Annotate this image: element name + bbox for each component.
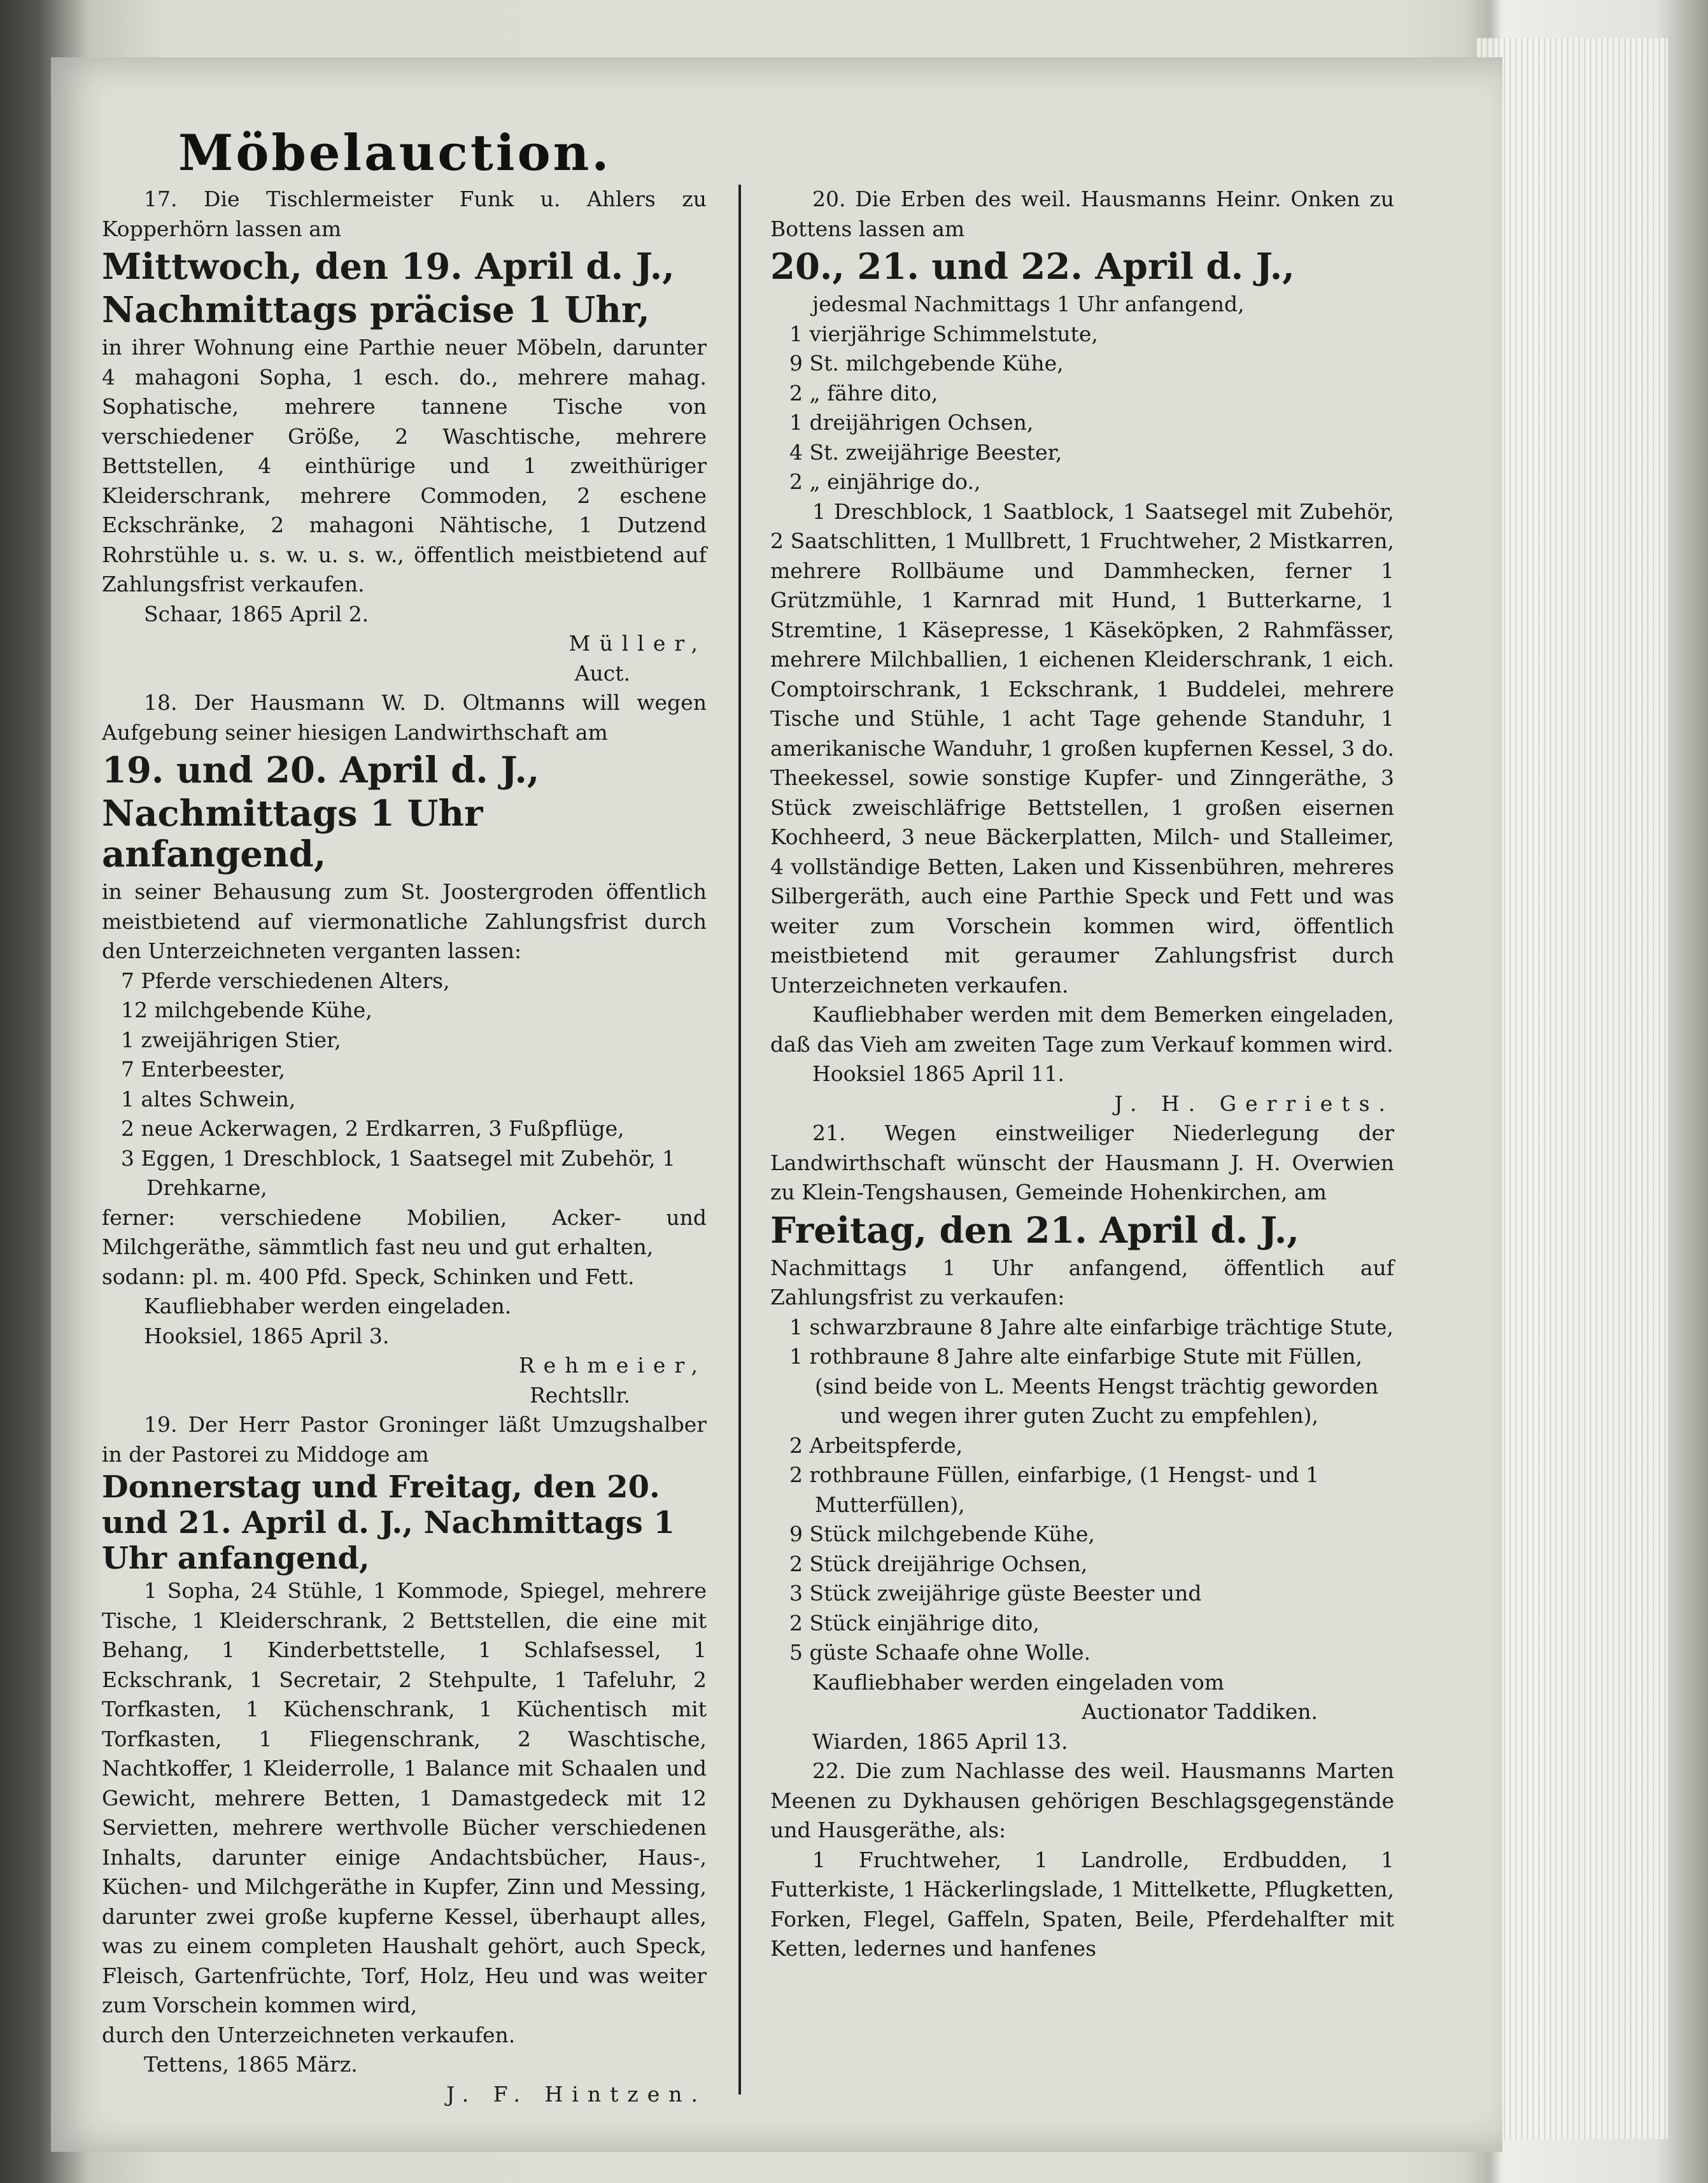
notice-intro: 21. Wegen einstweiliger Niederlegung der Landwirthschaft wünscht der Hausmann J. H. Overwien zu Klein-Tengshausen, Gemeinde Hohenkirchen, am — [770, 1120, 1394, 1205]
notice-date: Freitag, den 21. April d. J., — [770, 1209, 1299, 1252]
notice-signer: J. H. Gerriets. — [1114, 1091, 1394, 1116]
notice-note: Kaufliebhaber werden mit dem Bemerken eingeladen, daß das Vieh am zweiten Tage zum Verkauf kommen wird. — [770, 1002, 1394, 1057]
notice-signer-title: Auct. — [574, 660, 630, 686]
section-heading: Möbelauction. — [178, 124, 612, 182]
auction-notice-18 — [102, 688, 707, 1410]
list-item: 1 altes Schwein, — [121, 1086, 296, 1112]
notice-invite: Kaufliebhaber werden eingeladen. — [144, 1294, 512, 1318]
book-page-edges — [1477, 38, 1668, 2139]
notice-signer: Auctionator Taddiken. — [1082, 1699, 1318, 1724]
list-item: 3 Stück zweijährige güste Beester und — [789, 1581, 1202, 1606]
list-item: 2 Stück dreijährige Ochsen, — [789, 1551, 1088, 1576]
list-item: 1 dreijährigen Ochsen, — [789, 410, 1034, 435]
notice-intro: 19. Der Herr Pastor Groninger läßt Umzugshalber in der Pastorei zu Middoge am — [102, 1412, 707, 1467]
notice-intro: 20. Die Erben des weil. Hausmanns Heinr. Onken zu Bottens lassen am — [770, 187, 1394, 241]
list-item: 12 milchgebende Kühe, — [121, 998, 372, 1022]
newspaper-page — [51, 57, 1502, 2152]
list-item: 1 vierjährige Schimmelstute, — [789, 321, 1098, 346]
notice-date: Donnerstag und Freitag, den 20. und 21. April d. J., Nachmittags 1 Uhr anfangend, — [102, 1469, 675, 1576]
list-item: 1 rothbraune 8 Jahre alte einfarbige Stute mit Füllen, — [789, 1344, 1363, 1369]
notice-ferner: ferner: verschiedene Mobilien, Acker- und Milchgeräthe, sämmtlich fast neu und gut erhalten, — [102, 1205, 707, 1259]
notice-place-date: Tettens, 1865 März. — [144, 2052, 358, 2077]
notice-body: 1 Sopha, 24 Stühle, 1 Kommode, Spiegel, mehrere Tische, 1 Kleiderschrank, 2 Bettstellen, die eine mit Behang, 1 Kinderbettstelle, 1 Schlafsessel, 1 Eckschrank, 1 Secretair, 2 Stehpulte, 1 Tafeluhr, 2 Torfkasten, 1 Küchenschrank, 1 Küchentisch mit Torfkasten, 1 Fliegenschrank, 2 Waschtische, Nachtkoffer, 1 Kleiderrolle, 1 Balance mit Schaalen und Gewicht, mehrere Betten, 1 Damastgedeck mit 12 Servietten, mehrere werthvolle Bücher verschiedenen Inhalts, darunter einige Andachtsbücher, Haus-, Küchen- und Milchgeräthe in Kupfer, Zinn und Messing, darunter zwei große kupferne Kessel, überhaupt alles, was zu einem completen Haushalt gehört, auch Speck, Fleisch, Gartenfrüchte, Torf, Holz, Heu und was weiter zum Vorschein kommen wird, — [102, 1578, 707, 2017]
right-column — [770, 185, 1394, 1964]
list-item: 1 schwarzbraune 8 Jahre alte einfarbige trächtige Stute, — [789, 1314, 1394, 1339]
notice-signer: Müller, — [568, 631, 707, 656]
notice-intro: 22. Die zum Nachlasse des weil. Hausmanns Marten Meenen zu Dykhausen gehörigen Beschlagsgegenstände und Hausgeräthe, als: — [770, 1758, 1394, 1842]
list-item: 1 zweijährigen Stier, — [121, 1027, 341, 1052]
list-item: 9 Stück milchgebende Kühe, — [789, 1522, 1095, 1546]
notice-date: 20., 21. und 22. April d. J., — [770, 246, 1295, 288]
notice-body: in seiner Behausung zum St. Joostergroden öffentlich meistbietend auf viermonatliche Zahlungsfrist durch den Unterzeichneten verganten lassen: — [102, 879, 707, 963]
auction-notice-20 — [770, 185, 1394, 1119]
notice-sodann: sodann: pl. m. 400 Pfd. Speck, Schinken und Fett. — [102, 1264, 635, 1289]
notice-signer: J. F. Hintzen. — [446, 2081, 707, 2107]
notice-date: 19. und 20. April d. J., — [102, 749, 540, 791]
notice-signer-title: Rechtsllr. — [529, 1382, 630, 1408]
notice-body: 1 Fruchtweher, 1 Landrolle, Erdbudden, 1 Futterkiste, 1 Häckerlingslade, 1 Mittelkette, Pflugketten, Forken, Flegel, Gaffeln, Spaten, Beile, Pferdehalfter mit Ketten, ledernes und hanfenes — [770, 1847, 1394, 1961]
notice-intro: 17. Die Tischlermeister Funk u. Ahlers zu Kopperhörn lassen am — [102, 187, 707, 241]
list-item: 2 „ fähre dito, — [789, 380, 938, 406]
notice-invite: Kaufliebhaber werden eingeladen vom — [812, 1669, 1225, 1695]
list-item: 7 Enterbeester, — [121, 1057, 285, 1082]
notice-date: Mittwoch, den 19. April d. J., — [102, 246, 675, 288]
auction-notice-21 — [770, 1119, 1394, 1756]
list-item: 5 güste Schaafe ohne Wolle. — [789, 1640, 1091, 1665]
list-item: 9 St. milchgebende Kühe, — [789, 351, 1064, 376]
notice-place-date: Hooksiel, 1865 April 3. — [144, 1323, 390, 1348]
notice-body: 1 Dreschblock, 1 Saatblock, 1 Saatsegel mit Zubehör, 2 Saatschlitten, 1 Mullbrett, 1 Fruchtweher, 2 Mistkarren, mehrere Rollbäume und Dammhecken, ferner 1 Grützmühle, 1 Karnrad mit Hund, 1 Butterkarne, 1 Stremtine, 1 Käsepresse, 1 Käseköpken, 2 Rahmfässer, mehrere Milchballien, 1 eichenen Kleiderschrank, 1 eich. Comptoirschrank, 1 Eckschrank, 1 Buddelei, mehrere Tische und Stühle, 1 acht Tage gehende Standuhr, 1 amerikanische Wanduhr, 1 großen kupfernen Kessel, 3 do. Theekessel, sowie sonstige Kupfer- und Zinngeräthe, 3 Stück zweischläfrige Bettstellen, 1 großen eisernen Kochheerd, 3 neue Bäckerplatten, Milch- und Stalleimer, 4 vollständige Betten, Laken und Kissenbühren, mehreres Silbergeräth, auch eine Parthie Speck und Fett und was weiter zum Vorschein kommen wird, öffentlich meistbietend mit geraumer Zahlungsfrist durch Unterzeichneten verkaufen. — [770, 498, 1394, 998]
auction-notice-17 — [102, 185, 707, 688]
list-item: 4 St. zweijährige Beester, — [789, 439, 1062, 465]
notice-place-date: Hooksiel 1865 April 11. — [812, 1061, 1064, 1086]
notice-intro: 18. Der Hausmann W. D. Oltmanns will wegen Aufgebung seiner hiesigen Landwirthschaft am — [102, 690, 707, 745]
notice-body: Nachmittags 1 Uhr anfangend, öffentlich auf Zahlungsfrist zu verkaufen: — [770, 1255, 1394, 1310]
notice-signer: Rehmeier, — [518, 1353, 707, 1378]
list-item: 2 rothbraune Füllen, einfarbige, (1 Hengst- und 1 Mutterfüllen), — [789, 1462, 1320, 1517]
notice-time: Nachmittags 1 Uhr anfangend, — [102, 793, 483, 875]
list-item: (sind beide von L. Meents Hengst trächtig geworden und wegen ihrer guten Zucht zu empfehlen), — [815, 1373, 1379, 1428]
list-item: 2 „ einjährige do., — [789, 469, 981, 494]
notice-time: Nachmittags präcise 1 Uhr, — [102, 289, 650, 331]
list-item: 3 Eggen, 1 Dreschblock, 1 Saatsegel mit Zubehör, 1 Drehkarne, — [121, 1145, 676, 1200]
notice-body: in ihrer Wohnung eine Parthie neuer Möbeln, darunter 4 mahagoni Sopha, 1 esch. do., mehrere mahag. Sophatische, mehrere tannene Tische von verschiedener Größe, 2 Waschtische, mehrere Bettstellen, 4 einthürige und 1 zweithüriger Kleiderschrank, mehrere Commoden, 2 eschene Eckschränke, 2 mahagoni Nähtische, 1 Dutzend Rohrstühle u. s. w. u. s. w., öffentlich meistbietend auf Zahlungsfrist verkaufen. — [102, 335, 707, 597]
list-item: 2 neue Ackerwagen, 2 Erdkarren, 3 Fußpflüge, — [121, 1116, 625, 1141]
auction-notice-19 — [102, 1410, 707, 2109]
auction-notice-22 — [770, 1756, 1394, 1964]
left-column — [102, 185, 707, 2109]
column-divider — [738, 185, 741, 2095]
list-item: 7 Pferde verschiedenen Alters, — [121, 968, 450, 993]
notice-place-date: Schaar, 1865 April 2. — [144, 601, 369, 626]
list-item: 2 Arbeitspferde, — [789, 1432, 963, 1458]
list-item: 2 Stück einjährige dito, — [789, 1610, 1040, 1635]
notice-place-date: Wiarden, 1865 April 13. — [812, 1728, 1068, 1754]
notice-time: jedesmal Nachmittags 1 Uhr anfangend, — [812, 292, 1245, 316]
notice-closing: durch den Unterzeichneten verkaufen. — [102, 2022, 516, 2047]
